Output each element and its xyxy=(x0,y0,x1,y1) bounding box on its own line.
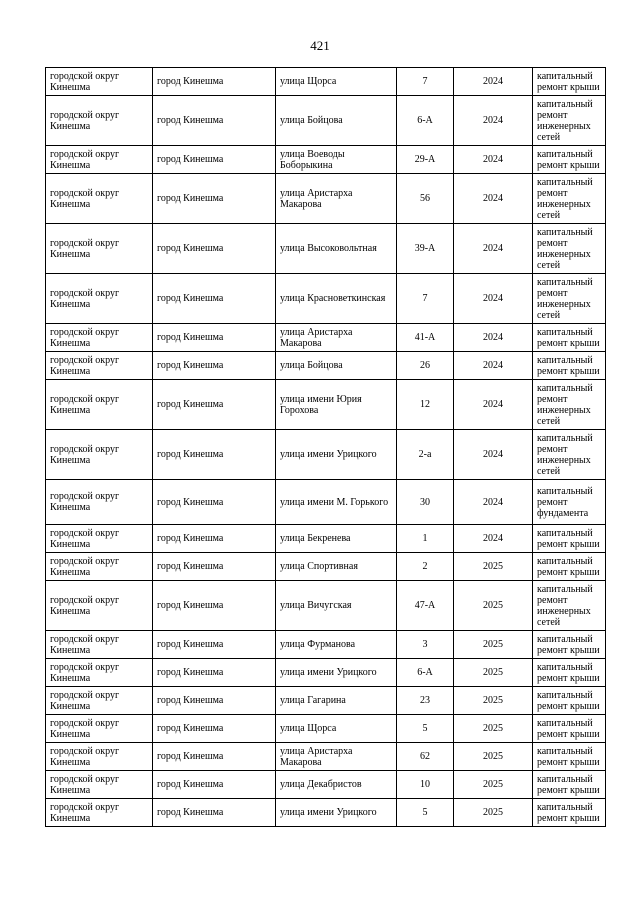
cell-work-type: капитальный ремонт крыши xyxy=(533,525,606,553)
table-row xyxy=(46,743,606,771)
cell-work-type: капитальный ремонт инженерных сетей xyxy=(533,274,606,324)
cell-city: город Кинешма xyxy=(153,68,276,96)
cell-city: город Кинешма xyxy=(153,174,276,224)
cell-city: город Кинешма xyxy=(153,771,276,799)
cell-work-type: капитальный ремонт крыши xyxy=(533,715,606,743)
cell-street: улица Декабристов xyxy=(276,771,397,799)
cell-okrug: городской округ Кинешма xyxy=(46,324,153,352)
cell-house: 41-А xyxy=(397,324,454,352)
cell-street: улица Аристарха Макарова xyxy=(276,174,397,224)
cell-city: город Кинешма xyxy=(153,631,276,659)
cell-street: улица Щорса xyxy=(276,68,397,96)
cell-work-type: капитальный ремонт крыши xyxy=(533,771,606,799)
cell-work-type: капитальный ремонт фундамента xyxy=(533,480,606,525)
cell-work-type: капитальный ремонт крыши xyxy=(533,146,606,174)
table-row xyxy=(46,68,606,96)
cell-city: город Кинешма xyxy=(153,324,276,352)
cell-work-type: капитальный ремонт инженерных сетей xyxy=(533,430,606,480)
cell-year: 2024 xyxy=(454,224,533,274)
cell-house: 10 xyxy=(397,771,454,799)
cell-house: 1 xyxy=(397,525,454,553)
table-row xyxy=(46,480,606,525)
cell-city: город Кинешма xyxy=(153,659,276,687)
cell-house: 62 xyxy=(397,743,454,771)
cell-year: 2025 xyxy=(454,771,533,799)
cell-city: город Кинешма xyxy=(153,743,276,771)
cell-house: 47-А xyxy=(397,581,454,631)
cell-work-type: капитальный ремонт крыши xyxy=(533,799,606,827)
cell-okrug: городской округ Кинешма xyxy=(46,553,153,581)
cell-work-type: капитальный ремонт инженерных сетей xyxy=(533,96,606,146)
cell-okrug: городской округ Кинешма xyxy=(46,96,153,146)
cell-okrug: городской округ Кинешма xyxy=(46,525,153,553)
cell-okrug: городской округ Кинешма xyxy=(46,174,153,224)
cell-house: 5 xyxy=(397,799,454,827)
cell-work-type: капитальный ремонт инженерных сетей xyxy=(533,581,606,631)
cell-street: улица Высоковольтная xyxy=(276,224,397,274)
cell-city: город Кинешма xyxy=(153,146,276,174)
cell-year: 2024 xyxy=(454,324,533,352)
cell-year: 2024 xyxy=(454,96,533,146)
cell-city: город Кинешма xyxy=(153,380,276,430)
cell-year: 2025 xyxy=(454,659,533,687)
cell-okrug: городской округ Кинешма xyxy=(46,743,153,771)
cell-okrug: городской округ Кинешма xyxy=(46,352,153,380)
table-row xyxy=(46,581,606,631)
cell-okrug: городской округ Кинешма xyxy=(46,715,153,743)
table-row xyxy=(46,799,606,827)
cell-city: город Кинешма xyxy=(153,430,276,480)
repair-schedule-table xyxy=(45,67,606,827)
cell-year: 2024 xyxy=(454,174,533,224)
cell-street: улица Фурманова xyxy=(276,631,397,659)
cell-house: 56 xyxy=(397,174,454,224)
cell-city: город Кинешма xyxy=(153,525,276,553)
cell-city: город Кинешма xyxy=(153,352,276,380)
table-row xyxy=(46,146,606,174)
cell-work-type: капитальный ремонт крыши xyxy=(533,631,606,659)
cell-house: 3 xyxy=(397,631,454,659)
cell-okrug: городской округ Кинешма xyxy=(46,687,153,715)
cell-street: улица Аристарха Макарова xyxy=(276,324,397,352)
cell-year: 2024 xyxy=(454,352,533,380)
cell-house: 7 xyxy=(397,274,454,324)
cell-okrug: городской округ Кинешма xyxy=(46,659,153,687)
cell-year: 2025 xyxy=(454,581,533,631)
cell-year: 2024 xyxy=(454,430,533,480)
cell-okrug: городской округ Кинешма xyxy=(46,631,153,659)
table-row xyxy=(46,715,606,743)
cell-house: 6-А xyxy=(397,659,454,687)
cell-street: улица Красноветкинская xyxy=(276,274,397,324)
cell-okrug: городской округ Кинешма xyxy=(46,771,153,799)
table-row xyxy=(46,380,606,430)
cell-work-type: капитальный ремонт крыши xyxy=(533,68,606,96)
cell-year: 2025 xyxy=(454,687,533,715)
cell-house: 29-А xyxy=(397,146,454,174)
cell-year: 2024 xyxy=(454,274,533,324)
cell-okrug: городской округ Кинешма xyxy=(46,68,153,96)
table-row xyxy=(46,525,606,553)
cell-year: 2025 xyxy=(454,631,533,659)
table-row xyxy=(46,96,606,146)
cell-street: улица имени Урицкого xyxy=(276,799,397,827)
table-row xyxy=(46,771,606,799)
cell-work-type: капитальный ремонт крыши xyxy=(533,659,606,687)
cell-street: улица имени Урицкого xyxy=(276,430,397,480)
cell-year: 2024 xyxy=(454,146,533,174)
cell-house: 6-А xyxy=(397,96,454,146)
cell-okrug: городской округ Кинешма xyxy=(46,480,153,525)
cell-house: 26 xyxy=(397,352,454,380)
cell-city: город Кинешма xyxy=(153,224,276,274)
cell-work-type: капитальный ремонт инженерных сетей xyxy=(533,224,606,274)
cell-city: город Кинешма xyxy=(153,715,276,743)
cell-okrug: городской округ Кинешма xyxy=(46,581,153,631)
cell-okrug: городской округ Кинешма xyxy=(46,799,153,827)
cell-street: улица Бекренева xyxy=(276,525,397,553)
cell-okrug: городской округ Кинешма xyxy=(46,224,153,274)
cell-street: улица Гагарина xyxy=(276,687,397,715)
cell-year: 2024 xyxy=(454,480,533,525)
table-row xyxy=(46,659,606,687)
cell-city: город Кинешма xyxy=(153,581,276,631)
cell-city: город Кинешма xyxy=(153,274,276,324)
table-row xyxy=(46,224,606,274)
cell-house: 39-А xyxy=(397,224,454,274)
table-row xyxy=(46,631,606,659)
cell-okrug: городской округ Кинешма xyxy=(46,430,153,480)
cell-work-type: капитальный ремонт инженерных сетей xyxy=(533,380,606,430)
cell-work-type: капитальный ремонт крыши xyxy=(533,743,606,771)
cell-year: 2025 xyxy=(454,799,533,827)
page-number: 421 xyxy=(310,38,330,53)
cell-street: улица Аристарха Макарова xyxy=(276,743,397,771)
cell-city: город Кинешма xyxy=(153,799,276,827)
cell-house: 5 xyxy=(397,715,454,743)
cell-house: 2 xyxy=(397,553,454,581)
cell-work-type: капитальный ремонт крыши xyxy=(533,352,606,380)
cell-year: 2024 xyxy=(454,525,533,553)
table-row xyxy=(46,553,606,581)
cell-street: улица Спортивная xyxy=(276,553,397,581)
table-row xyxy=(46,274,606,324)
cell-street: улица имени М. Горького xyxy=(276,480,397,525)
cell-okrug: городской округ Кинешма xyxy=(46,380,153,430)
cell-city: город Кинешма xyxy=(153,96,276,146)
cell-street: улица Воеводы Боборыкина xyxy=(276,146,397,174)
cell-year: 2024 xyxy=(454,68,533,96)
cell-city: город Кинешма xyxy=(153,480,276,525)
table-row xyxy=(46,324,606,352)
table-row xyxy=(46,352,606,380)
cell-okrug: городской округ Кинешма xyxy=(46,274,153,324)
cell-street: улица имени Урицкого xyxy=(276,659,397,687)
cell-street: улица имени Юрия Горохова xyxy=(276,380,397,430)
table-row xyxy=(46,174,606,224)
cell-house: 30 xyxy=(397,480,454,525)
table-row xyxy=(46,687,606,715)
cell-street: улица Вичугская xyxy=(276,581,397,631)
cell-street: улица Щорса xyxy=(276,715,397,743)
cell-house: 7 xyxy=(397,68,454,96)
cell-city: город Кинешма xyxy=(153,687,276,715)
cell-year: 2025 xyxy=(454,743,533,771)
table-body xyxy=(46,68,606,827)
cell-city: город Кинешма xyxy=(153,553,276,581)
cell-street: улица Бойцова xyxy=(276,96,397,146)
cell-work-type: капитальный ремонт крыши xyxy=(533,324,606,352)
cell-work-type: капитальный ремонт инженерных сетей xyxy=(533,174,606,224)
cell-house: 23 xyxy=(397,687,454,715)
cell-street: улица Бойцова xyxy=(276,352,397,380)
cell-year: 2024 xyxy=(454,380,533,430)
table-row xyxy=(46,430,606,480)
cell-house: 12 xyxy=(397,380,454,430)
cell-year: 2025 xyxy=(454,553,533,581)
cell-year: 2025 xyxy=(454,715,533,743)
cell-work-type: капитальный ремонт крыши xyxy=(533,687,606,715)
cell-work-type: капитальный ремонт крыши xyxy=(533,553,606,581)
cell-house: 2-а xyxy=(397,430,454,480)
cell-okrug: городской округ Кинешма xyxy=(46,146,153,174)
